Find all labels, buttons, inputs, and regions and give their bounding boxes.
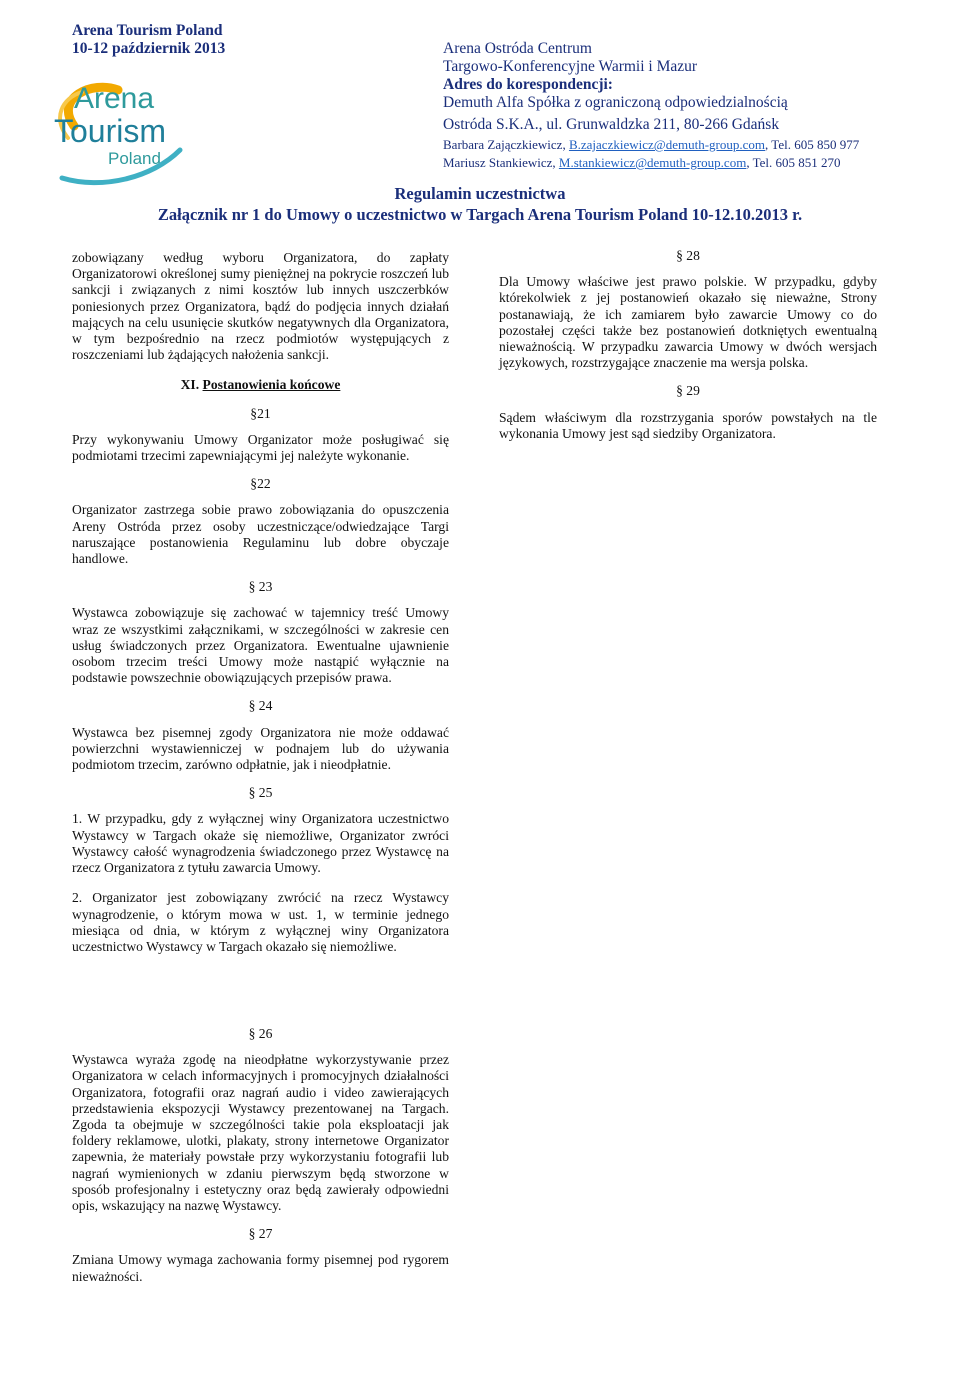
section-title: Postanowienia końcowe xyxy=(202,377,341,393)
intro-paragraph: zobowiązany według wyboru Organizatora, do zapłaty Organizatorowi określonej sumy pieniężnej na pokrycie roszczeń lub sankcji i związanych z nimi kosztów lub innych uszczerbków poniesionych przez Organizatora, bądź do podjęcia innych działań mających na celu usunięcie skutków negatywnych dla Organizatora, w tym bezpośrednio na rzecz podmiotów występujących z roszczeniami lub żądających nałożenia sankcji. xyxy=(72,250,449,363)
paragraph-26: Wystawca wyraża zgodę na nieodpłatne wykorzystywanie przez Organizatora w celach informacyjnych i promocyjnych działalności Organizatora, fotografii oraz nagrań audio i video zawierających przedstawienia ekspozycji Wystawcy prezentowanej na Targach. Zgoda ta obejmuje w szczególności takie pola eksploatacji jak foldery reklamowe, ulotki, plakaty, strony internetowe Organizator zapewnia, że materiały powstałe przy wykorzystaniu fotografii lub nagrań wymienionych w zdaniu pierwszym będą stworzone w sposób profesjonalny i estetyczny oraz będą zawierały odpowiedni opis, wskazujący na nazwę Wystawcy. xyxy=(72,1052,449,1214)
paragraph-sign-21: §21 xyxy=(250,405,271,421)
paragraph-24: Wystawca bez pisemnej zgody Organizatora nie może oddawać powierzchni wystawienniczej w podnajem lub do używania podmiotom trzecim, zarówno odpłatnie, jak i nieodpłatnie. xyxy=(72,724,449,773)
section-heading xyxy=(72,377,449,393)
venue-line-2: Targowo-Konferencyjne Warmii i Mazur xyxy=(443,58,698,75)
logo-word-poland: Poland xyxy=(108,149,161,168)
contact-2-phone: , Tel. 605 851 270 xyxy=(746,155,841,170)
logo-word-tourism: Tourism xyxy=(54,113,167,149)
organizer-info xyxy=(443,40,859,172)
right-column xyxy=(499,248,877,442)
paragraph-sign-29: § 29 xyxy=(676,383,700,399)
document-title: Regulamin uczestnictwa xyxy=(394,184,566,203)
logo-word-arena: Arena xyxy=(74,82,155,115)
paragraph-sign-24: § 24 xyxy=(248,698,273,714)
contact-2 xyxy=(443,154,859,172)
contact-1-name: Barbara Zajączkiewicz, xyxy=(443,137,569,152)
paragraph-25-1: 1. W przypadku, gdy z wyłącznej winy Organizatora uczestnictwo Wystawcy w Targach okaże się niemożliwe, Organizator zwróci Wystawcy całość wynagrodzenia świadczonego przez Wystawcę na rzecz Organizatora z tytułu zawarcia Umowy. xyxy=(72,811,449,876)
paragraph-29: Sądem właściwym dla rozstrzygania sporów powstałych na tle wykonania Umowy jest sąd siedziby Organizatora. xyxy=(499,409,877,441)
paragraph-sign-23: § 23 xyxy=(248,579,273,595)
venue-line-1: Arena Ostróda Centrum xyxy=(443,40,592,57)
event-date: 10-12 październik 2013 xyxy=(72,40,226,57)
company-address: Ostróda S.K.A., ul. Grunwaldzka 211, 80-266 Gdańsk xyxy=(443,116,780,133)
paragraph-sign-25: § 25 xyxy=(248,785,273,801)
contact-2-name: Mariusz Stankiewicz, xyxy=(443,155,559,170)
paragraph-sign-22: §22 xyxy=(250,476,271,492)
paragraph-sign-26: § 26 xyxy=(248,1026,273,1041)
paragraph-28: Dla Umowy właściwe jest prawo polskie. W przypadku, gdyby którekolwiek z jej postanowień okazało się nieważne, Strony postanawiają, że ich zamiarem było zawarcie Umowy co do pozostałej części także bez postanowień dotkniętych ewentualną nieważnością. W przypadku zawarcia Umowy w dwóch wersjach językowych, rozstrzygające znaczenie ma wersja polska. xyxy=(499,274,877,371)
document-subtitle: Załącznik nr 1 do Umowy o uczestnictwo w Targach Arena Tourism Poland 10-12.10.2013 r. xyxy=(157,205,803,224)
sun-swoosh-logo-icon xyxy=(52,78,184,190)
paragraph-22: Organizator zastrzega sobie prawo zobowiązania do opuszczenia Areny Ostróda przez osoby uczestniczące/odwiedzające Targi naruszające postanowienia Regulaminu lub dobre obyczaje handlowe. xyxy=(72,502,449,567)
contact-1-email-link[interactable]: B.zajaczkiewicz@demuth-group.com xyxy=(568,137,766,152)
paragraph-23: Wystawca zobowiązuje się zachować w tajemnicy treść Umowy wraz ze wszystkimi załącznikami, w szczególności w zakresie cen usług świadczonych przez Organizatora. Ewentualne ujawnienie osobom trzecim treści Umowy może nastąpić wyłącznie na podstawie powszechnie obowiązujących przepisów prawa. xyxy=(72,605,449,686)
left-column xyxy=(72,250,449,955)
left-column-lower xyxy=(72,1026,449,1285)
paragraph-sign-27: § 27 xyxy=(248,1226,273,1242)
contact-2-email-link[interactable]: M.stankiewicz@demuth-group.com xyxy=(558,155,747,170)
contact-1 xyxy=(443,136,859,154)
correspondence-label: Adres do korespondencji: xyxy=(443,76,613,93)
event-name: Arena Tourism Poland xyxy=(72,22,223,39)
arena-tourism-logo xyxy=(52,78,184,190)
paragraph-sign-28: § 28 xyxy=(676,248,700,263)
paragraph-21: Przy wykonywaniu Umowy Organizator może posługiwać się podmiotami trzecimi zapewniającymi jej należyte wykonanie. xyxy=(72,431,449,464)
contact-1-phone: , Tel. 605 850 977 xyxy=(765,137,860,152)
paragraph-27: Zmiana Umowy wymaga zachowania formy pisemnej pod rygorem nieważności. xyxy=(72,1252,449,1284)
section-number: XI. xyxy=(180,377,200,393)
company-name: Demuth Alfa Spółka z ograniczoną odpowiedzialnością xyxy=(443,94,788,111)
paragraph-25-2: 2. Organizator jest zobowiązany zwrócić na rzecz Wystawcy wynagrodzenie, o którym mowa w ust. 1, w terminie jednego miesiąca od dnia, w którym z wyłącznej winy Organizatora uczestnictwo Wystawcy w Targach okazało się niemożliwe. xyxy=(72,890,449,954)
